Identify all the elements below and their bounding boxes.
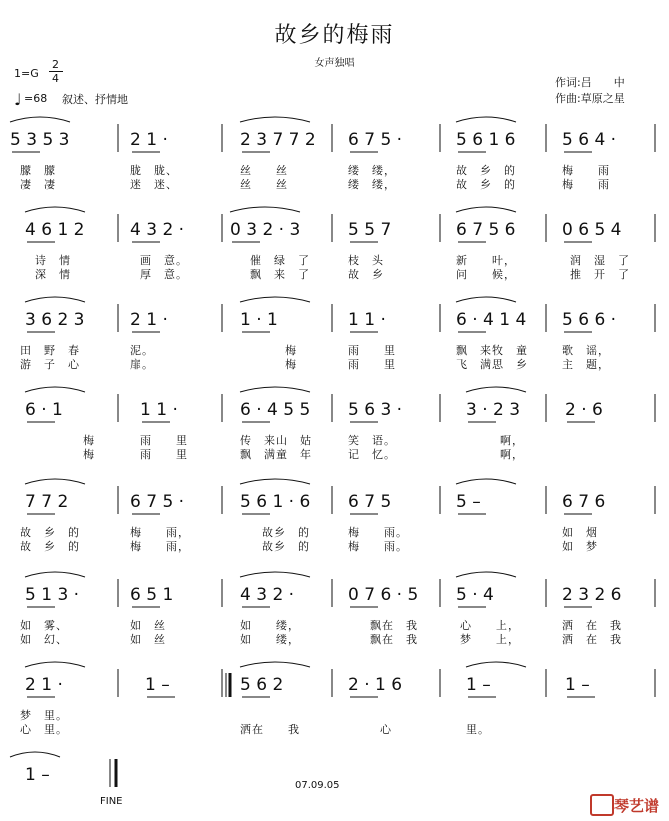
time-signature-top: 2 <box>52 58 59 71</box>
note-group: 6 5 1 <box>130 585 174 605</box>
lyric-verse-1: 故 乡 的 <box>456 164 516 177</box>
slur-arc <box>456 207 516 212</box>
lyric-verse-2: 丝 丝 <box>240 178 288 191</box>
note-group: 2 · 6 <box>565 400 603 420</box>
slur-arc <box>25 572 85 577</box>
lyric-verse-2: 深 情 <box>35 268 71 281</box>
note-group: 0 7 6 · 5 <box>348 585 419 605</box>
note-group: 1 1 · <box>348 310 386 330</box>
note-group: 6 7 5 · <box>348 130 403 150</box>
note-group: 5 6 4 · <box>562 130 617 150</box>
song-title: 故乡的梅雨 <box>274 23 395 48</box>
note-group: 5 3 5 3 <box>10 130 70 150</box>
lyric-verse-2: 问 候， <box>456 268 516 281</box>
note-group: 4 3 2 · <box>130 220 185 240</box>
slur-arc <box>25 207 85 212</box>
note-group: 1 – <box>466 675 491 695</box>
lyric-verse-2: 飞 满思 乡 <box>456 358 528 371</box>
slur-arc <box>25 297 85 302</box>
lyric-verse-2: 故乡 的 <box>262 540 310 553</box>
slur-arc <box>240 662 310 667</box>
slur-arc <box>230 207 300 212</box>
lyric-verse-2: 故 乡 的 <box>456 178 516 191</box>
slur-arc <box>240 297 310 302</box>
lyricist-credit: 作词:吕 中 <box>555 76 625 89</box>
expression-marking: 叙述、抒情地 <box>62 93 128 106</box>
lyric-verse-1: 梦 里。 <box>20 709 68 722</box>
lyric-verse-1: 梅 雨。 <box>348 526 408 539</box>
lyric-verse-1: 飘在 我 <box>370 619 418 632</box>
note-group: 5 5 7 <box>348 220 392 240</box>
lyric-verse-2: 迷 迷、 <box>130 178 178 191</box>
slur-arc <box>466 387 526 392</box>
note-group: 1 – <box>25 765 50 785</box>
note-group: 3 · 2 3 <box>466 400 521 420</box>
lyric-verse-2: 雨 里 <box>348 358 396 371</box>
note-group: 4 3 2 · <box>240 585 295 605</box>
lyric-verse-2: 如 丝 <box>130 633 166 646</box>
lyric-verse-2: 如 缕， <box>240 633 300 646</box>
slur-arc <box>240 479 310 484</box>
lyric-verse-2: 心 <box>380 723 392 736</box>
note-group: 7 7 2 <box>25 492 69 512</box>
lyric-verse-2: 洒在 我 <box>240 723 300 736</box>
slur-arc <box>466 662 526 667</box>
lyric-verse-1: 画 意。 <box>140 254 188 267</box>
lyric-verse-2: 凄 凄 <box>20 178 56 191</box>
lyric-verse-1: 故乡 的 <box>262 526 310 539</box>
composer-credit: 作曲:草原之星 <box>555 92 625 105</box>
lyric-verse-1: 梅 雨， <box>130 526 190 539</box>
key-signature: 1=G <box>14 67 39 80</box>
lyric-verse-2: 游 子 心 <box>20 358 80 371</box>
note-group: 6 · 1 <box>25 400 63 420</box>
lyric-verse-1: 胧 胧、 <box>130 164 178 177</box>
note-group: 6 7 5 · <box>130 492 185 512</box>
note-group: 2 3 7 7 2 <box>240 130 316 150</box>
lyric-verse-1: 洒 在 我 <box>562 619 622 632</box>
lyric-verse-2: 故 乡 的 <box>20 540 80 553</box>
lyric-verse-1: 如 缕， <box>240 619 300 632</box>
lyric-verse-1: 梅 雨 <box>562 164 610 177</box>
note-group: 5 1 3 · <box>25 585 80 605</box>
note-group: 5 6 3 · <box>348 400 403 420</box>
lyric-verse-2: 啊， <box>500 448 524 461</box>
lyric-verse-2: 梅 雨， <box>130 540 190 553</box>
lyric-verse-1: 雨 里 <box>348 344 396 357</box>
lyric-verse-2: 梦 上， <box>460 633 520 646</box>
lyric-verse-1: 故 乡 的 <box>20 526 80 539</box>
lyric-verse-2: 如 梦 <box>562 540 598 553</box>
note-group: 1 – <box>565 675 590 695</box>
lyric-verse-2: 洒 在 我 <box>562 633 622 646</box>
slur-arc <box>25 662 85 667</box>
note-group: 5 6 2 <box>240 675 284 695</box>
note-group: 1 · 1 <box>240 310 278 330</box>
slur-arc <box>240 572 310 577</box>
note-group: 6 · 4 1 4 <box>456 310 527 330</box>
lyric-verse-1: 诗 情 <box>35 254 71 267</box>
lyric-verse-1: 传 来山 姑 <box>240 434 312 447</box>
lyric-verse-1: 泥。 <box>130 344 154 357</box>
logo-icon <box>590 794 614 816</box>
lyric-verse-1: 如 烟 <box>562 526 598 539</box>
note-group: 2 1 · <box>25 675 63 695</box>
site-logo: 琴艺谱 <box>614 797 660 815</box>
lyric-verse-1: 飘 来牧 童 <box>456 344 528 357</box>
note-group: 5 6 1 · 6 <box>240 492 311 512</box>
slur-arc <box>10 117 70 122</box>
lyric-verse-1: 雨 里 <box>140 434 188 447</box>
note-group: 6 · 4 5 5 <box>240 400 311 420</box>
lyric-verse-1: 朦 朦 <box>20 164 56 177</box>
lyric-verse-2: 故 乡 <box>348 268 384 281</box>
note-group: 1 – <box>145 675 170 695</box>
lyric-verse-2: 飘在 我 <box>370 633 418 646</box>
slur-arc <box>25 387 85 392</box>
song-subtitle: 女声独唱 <box>314 58 355 69</box>
lyric-verse-1: 田 野 春 <box>20 344 80 357</box>
note-group: 5 · 4 <box>456 585 494 605</box>
lyric-verse-1: 润 湿 了 <box>570 254 630 267</box>
lyric-verse-1: 新 叶， <box>456 254 516 267</box>
note-group: 5 6 1 6 <box>456 130 516 150</box>
lyric-verse-1: 梅 <box>83 434 95 447</box>
note-group: 2 1 · <box>130 310 168 330</box>
note-group: 5 – <box>456 492 481 512</box>
slur-arc <box>25 479 85 484</box>
note-group: 6 7 6 <box>562 492 606 512</box>
lyric-verse-2: 主 题， <box>562 358 610 371</box>
note-group: 2 · 1 6 <box>348 675 403 695</box>
note-group: 6 7 5 <box>348 492 392 512</box>
note-group: 5 6 6 · <box>562 310 617 330</box>
lyric-verse-2: 梅 雨 <box>562 178 610 191</box>
lyric-verse-2: 里。 <box>466 723 490 736</box>
lyric-verse-2: 飘 来 了 <box>250 268 310 281</box>
slur-arc <box>456 572 516 577</box>
quarter-note-icon: ♩ <box>14 90 22 109</box>
slur-arc <box>456 117 516 122</box>
note-group: 6 7 5 6 <box>456 220 516 240</box>
lyric-verse-2: 如 幻、 <box>20 633 68 646</box>
lyric-verse-2: 记 忆。 <box>348 448 396 461</box>
note-group: 2 1 · <box>130 130 168 150</box>
lyric-verse-1: 啊， <box>500 434 524 447</box>
lyric-verse-2: 心 里。 <box>20 723 68 736</box>
lyric-verse-1: 笑 语。 <box>348 434 396 447</box>
note-group: 1 1 · <box>140 400 178 420</box>
lyric-verse-2: 梅 <box>285 358 297 371</box>
note-group: 2 3 2 6 <box>562 585 622 605</box>
lyric-verse-2: 梅 <box>83 448 95 461</box>
lyric-verse-1: 催 绿 了 <box>250 254 310 267</box>
slur-arc <box>456 297 516 302</box>
lyric-verse-1: 缕 缕， <box>348 164 396 177</box>
lyric-verse-2: 缕 缕， <box>348 178 396 191</box>
lyric-verse-1: 心 上， <box>460 619 520 632</box>
note-group: 3 6 2 3 <box>25 310 85 330</box>
lyric-verse-2: 雨 里 <box>140 448 188 461</box>
slur-arc <box>240 117 310 122</box>
slur-arc <box>10 752 60 757</box>
lyric-verse-2: 推 开 了 <box>570 268 630 281</box>
lyric-verse-1: 如 丝 <box>130 619 166 632</box>
lyric-verse-1: 歌 谣， <box>562 344 610 357</box>
fine-mark: FINE <box>100 796 123 807</box>
lyric-verse-1: 丝 丝 <box>240 164 288 177</box>
note-group: 4 6 1 2 <box>25 220 85 240</box>
lyric-verse-1: 如 雾、 <box>20 619 68 632</box>
slur-arc <box>456 479 516 484</box>
lyric-verse-2: 梅 雨。 <box>348 540 408 553</box>
slur-arc <box>240 387 310 392</box>
date-stamp: 07.09.05 <box>295 780 340 791</box>
lyric-verse-2: 飘 满童 年 <box>240 448 312 461</box>
note-group: 0 3 2 · 3 <box>230 220 301 240</box>
tempo-marking: =68 <box>24 92 48 105</box>
lyric-verse-1: 梅 <box>285 344 297 357</box>
time-signature-bottom: 4 <box>52 72 59 85</box>
lyric-verse-2: 扉。 <box>130 358 154 371</box>
lyric-verse-2: 厚 意。 <box>140 268 188 281</box>
note-group: 0 6 5 4 <box>562 220 622 240</box>
lyric-verse-1: 枝 头 <box>348 254 384 267</box>
